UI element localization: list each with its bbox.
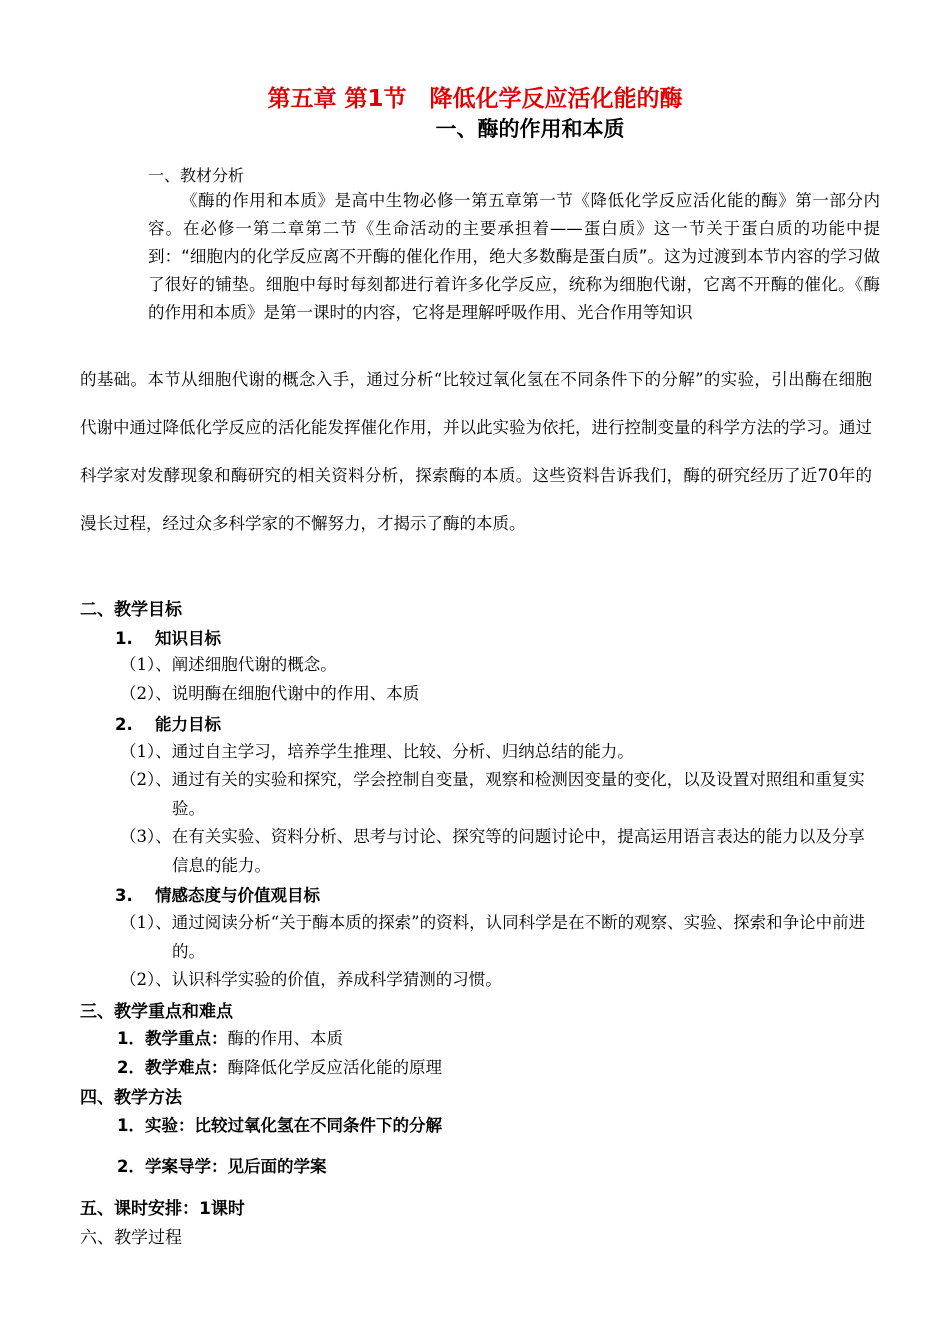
analysis-scanned-paragraph: 《酶的作用和本质》是高中生物必修一第五章第一节《降低化学反应活化能的酶》第一部分内容。在必修一第二章第二节《生命活动的主要承担着——蛋白质》这一节关于蛋白质的功能中提到：“细胞内的化学反应离不开酶的催化作用，绝大多数酶是蛋白质”。这为过渡到本节内容的学习做了很好的铺垫。细胞中每时每刻都进行着许多化学反应，统称为细胞代谢，它离不开酶的催化。《酶的作用和本质》是第一课时的内容，它将是理解呼吸作用、光合作用等知识	[148, 191, 880, 322]
analysis-heading: 一、教材分析	[148, 166, 245, 185]
knowledge-item: （2）、说明酶在细胞代谢中的作用、本质	[120, 684, 420, 703]
analysis-continuation-paragraph: 的基础。本节从细胞代谢的概念入手，通过分析“比较过氧化氢在不同条件下的分解”的实验，引出酶在细胞代谢中通过降低化学反应的活化能发挥催化作用，并以此实验为依托，进行控制变量的科学方法的学习。通过科学家对发酵现象和酶研究的相关资料分析，探索酶的本质。这些资料告诉我们，酶的研究经历了近70年的漫长过程，经过众多科学家的不懈努力，才揭示了酶的本质。	[80, 370, 872, 533]
emotion-goal-heading	[115, 882, 320, 906]
emotion-item: （2）、认识科学实验的价值，养成科学猜测的习惯。	[120, 970, 502, 989]
goals-heading: 二、教学目标	[80, 600, 182, 620]
method-item: 2．学案导学：见后面的学案	[117, 1157, 327, 1176]
method-item: 1．实验：比较过氧化氢在不同条件下的分解	[117, 1116, 442, 1135]
teaching-difficulty-label: 2．教学难点：	[117, 1058, 228, 1077]
teaching-focus-label: 1．教学重点：	[117, 1029, 228, 1048]
knowledge-goal-number: 1.	[115, 629, 133, 648]
knowledge-goal-heading	[115, 625, 221, 649]
ability-goal-label: 能力目标	[155, 715, 221, 734]
methods-heading: 四、教学方法	[80, 1088, 182, 1108]
teaching-difficulty	[117, 1054, 442, 1078]
teaching-focus-value: 酶的作用、本质	[227, 1029, 343, 1048]
ability-item: （3）、在有关实验、资料分析、思考与讨论、探究等的问题讨论中，提高运用语言表达的能力以及分享信息的能力。	[120, 827, 865, 875]
keypoints-heading: 三、教学重点和难点	[80, 1002, 233, 1022]
process-heading: 六、教学过程	[80, 1228, 182, 1248]
emotion-goal-number: 3.	[115, 886, 133, 905]
ability-item: （2）、通过有关的实验和探究，学会控制自变量，观察和检测因变量的变化，以及设置对照组和重复实验。	[120, 770, 865, 818]
chapter-title: 第五章 第1节 降低化学反应活化能的酶	[267, 86, 683, 112]
teaching-difficulty-value: 酶降低化学反应活化能的原理	[227, 1058, 442, 1077]
emotion-item: （1）、通过阅读分析“关于酶本质的探索”的资料，认同科学是在不断的观察、实验、探索和争论中前进的。	[120, 913, 866, 961]
knowledge-item: （1）、阐述细胞代谢的概念。	[120, 655, 337, 674]
knowledge-goal-label: 知识目标	[155, 629, 221, 648]
teaching-focus	[117, 1025, 343, 1049]
emotion-goal-label: 情感态度与价值观目标	[155, 886, 320, 905]
ability-goal-heading	[115, 711, 221, 735]
ability-item: （1）、通过自主学习，培养学生推理、比较、分析、归纳总结的能力。	[120, 742, 634, 761]
ability-goal-number: 2.	[115, 715, 133, 734]
schedule-line: 五、课时安排：1课时	[80, 1199, 245, 1219]
section-subtitle: 一、酶的作用和本质	[435, 117, 625, 141]
